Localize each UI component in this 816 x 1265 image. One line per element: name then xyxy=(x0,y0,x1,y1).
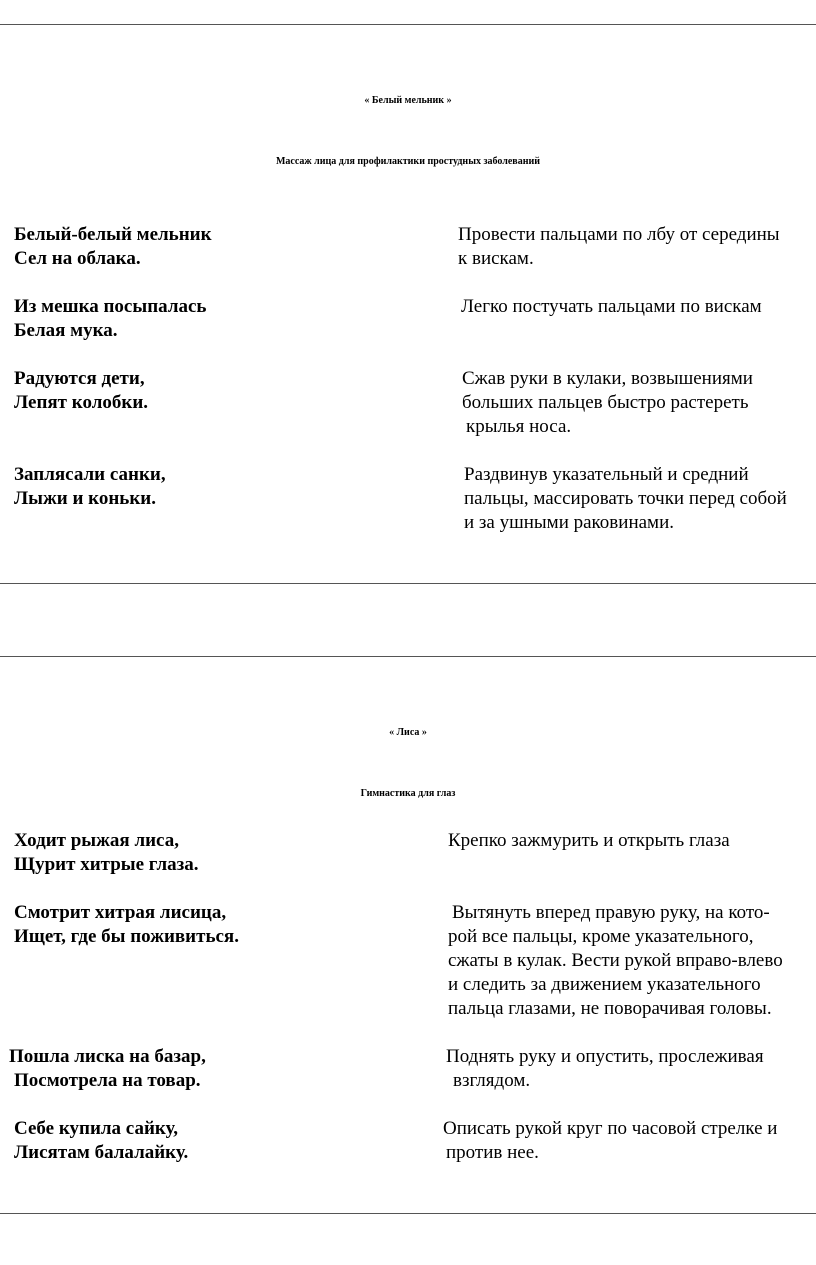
card-bottom-rule xyxy=(0,583,816,584)
action-line: Поднять руку и опустить, прослеживая xyxy=(446,1046,764,1067)
action-line: к вискам. xyxy=(458,248,534,269)
action-line: Легко постучать пальцами по вискам xyxy=(461,296,762,317)
action-line: пальцы, массировать точки перед собой xyxy=(464,488,787,509)
action-line: Описать рукой круг по часовой стрелке и xyxy=(443,1118,778,1139)
verse-line: Себе купила сайку, xyxy=(14,1118,178,1139)
card-subtitle: Массаж лица для профилактики простудных заболеваний xyxy=(275,156,540,167)
verse-line: Пошла лиска на базар, xyxy=(9,1046,206,1067)
action-line: взглядом. xyxy=(453,1070,531,1091)
card-top-rule xyxy=(0,24,816,25)
action-line: и следить за движением указательного xyxy=(448,974,761,995)
verse-line: Щурит хитрые глаза. xyxy=(14,854,199,875)
action-line: и за ушными раковинами. xyxy=(464,512,674,533)
action-line: пальца глазами, не поворачивая головы. xyxy=(448,998,772,1019)
verse-line: Посмотрела на товар. xyxy=(14,1070,201,1091)
verse-line: Смотрит хитрая лисица, xyxy=(14,902,227,923)
action-line: Крепко зажмурить и открыть глаза xyxy=(448,830,730,851)
verse-line: Белый-белый мельник xyxy=(14,224,212,245)
card-top-rule xyxy=(0,656,816,657)
action-line: против нее. xyxy=(446,1142,539,1163)
verse-line: Лыжи и коньки. xyxy=(14,488,156,509)
card-title: « Лиса » xyxy=(389,727,427,738)
action-line: больших пальцев быстро растереть xyxy=(462,392,749,413)
action-line: крылья носа. xyxy=(466,416,572,437)
verse-line: Радуются дети, xyxy=(14,368,145,389)
verse-line: Ходит рыжая лиса, xyxy=(14,830,179,851)
action-line: Сжав руки в кулаки, возвышениями xyxy=(462,368,753,389)
verse-line: Ищет, где бы поживиться. xyxy=(14,926,239,947)
action-line: Провести пальцами по лбу от середины xyxy=(458,224,780,245)
verse-line: Белая мука. xyxy=(14,320,118,341)
verse-line: Сел на облака. xyxy=(14,248,141,269)
action-line: Вытянуть вперед правую руку, на кото- xyxy=(452,902,770,923)
card-bottom-rule xyxy=(0,1213,816,1214)
action-line: Раздвинув указательный и средний xyxy=(464,464,749,485)
card-subtitle: Гимнастика для глаз xyxy=(360,788,456,799)
verse-line: Лепят колобки. xyxy=(14,392,149,413)
verse-line: Лисятам балалайку. xyxy=(14,1142,189,1163)
action-line: сжаты в кулак. Вести рукой вправо-влево xyxy=(448,950,783,971)
verse-line: Из мешка посыпалась xyxy=(14,296,207,317)
verse-line: Заплясали санки, xyxy=(14,464,166,485)
card-title: « Белый мельник » xyxy=(364,95,452,106)
action-line: рой все пальцы, кроме указательного, xyxy=(448,926,754,947)
